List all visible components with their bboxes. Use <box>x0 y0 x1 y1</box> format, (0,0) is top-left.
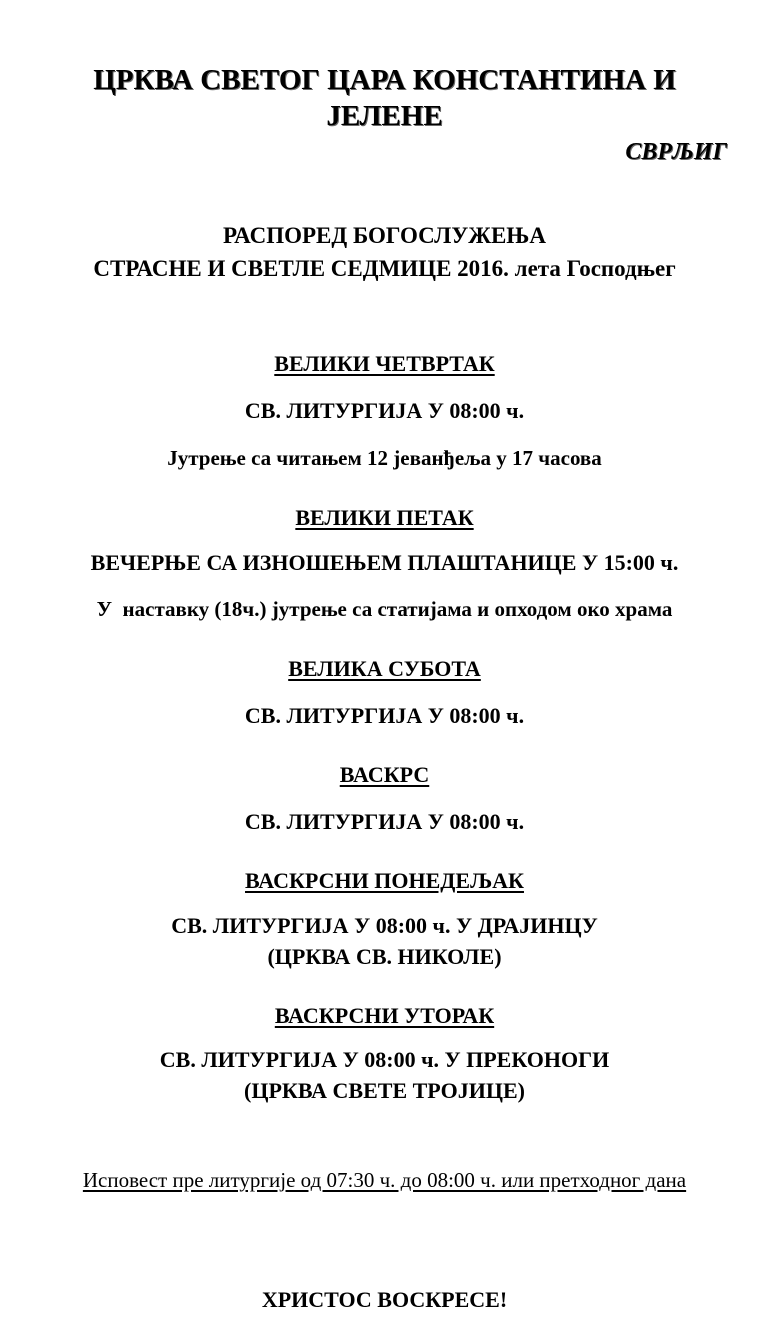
day-heading-easter: ВАСКРС <box>339 762 430 787</box>
schedule-heading: РАСПОРЕД БОГОСЛУЖЕЊА <box>223 223 546 248</box>
service-line: (ЦРКВА СВЕТЕ ТРОЈИЦЕ) <box>244 1078 525 1103</box>
church-title-line-1: ЦРКВА СВЕТОГ ЦАРА КОНСТАНТИНА И <box>93 64 676 96</box>
confession-note: Исповест пре литургије од 07:30 ч. до 08:00 ч. или претходног дана <box>82 1168 687 1192</box>
day-heading-holy-thursday: ВЕЛИКИ ЧЕТВРТАК <box>274 351 495 376</box>
service-line: СВ. ЛИТУРГИЈА У 08:00 ч. <box>244 809 525 834</box>
closing-greeting: ХРИСТОС ВОСКРЕСЕ! <box>261 1287 508 1312</box>
service-line: СВ. ЛИТУРГИЈА У 08:00 ч. У ДРАЈИНЦУ <box>171 913 598 938</box>
schedule-subheading: СТРАСНЕ И СВЕТЛЕ СЕДМИЦЕ 2016. лета Господњег <box>93 256 676 281</box>
service-line: СВ. ЛИТУРГИЈА У 08:00 ч. <box>244 398 525 423</box>
church-title-line-2: ЈЕЛЕНЕ <box>326 100 443 132</box>
day-heading-holy-saturday: ВЕЛИКА СУБОТА <box>288 656 481 681</box>
service-line: Јутрење са читањем 12 јеванђеља у 17 часова <box>167 446 602 470</box>
place-name: СВРЉИГ <box>625 139 727 165</box>
service-line: У наставку (18ч.) јутрење са статијама и опходом око храма <box>96 597 673 621</box>
service-line: (ЦРКВА СВ. НИКОЛЕ) <box>267 944 502 969</box>
service-line: ВЕЧЕРЊЕ СА ИЗНОШЕЊЕМ ПЛАШТАНИЦЕ У 15:00 ч. <box>90 550 679 575</box>
service-line: СВ. ЛИТУРГИЈА У 08:00 ч. <box>244 703 525 728</box>
day-heading-easter-monday: ВАСКРСНИ ПОНЕДЕЉАК <box>245 868 524 893</box>
day-heading-easter-tuesday: ВАСКРСНИ УТОРАК <box>274 1003 495 1028</box>
day-heading-holy-friday: ВЕЛИКИ ПЕТАК <box>295 505 474 530</box>
service-line: СВ. ЛИТУРГИЈА У 08:00 ч. У ПРЕКОНОГИ <box>159 1047 610 1072</box>
